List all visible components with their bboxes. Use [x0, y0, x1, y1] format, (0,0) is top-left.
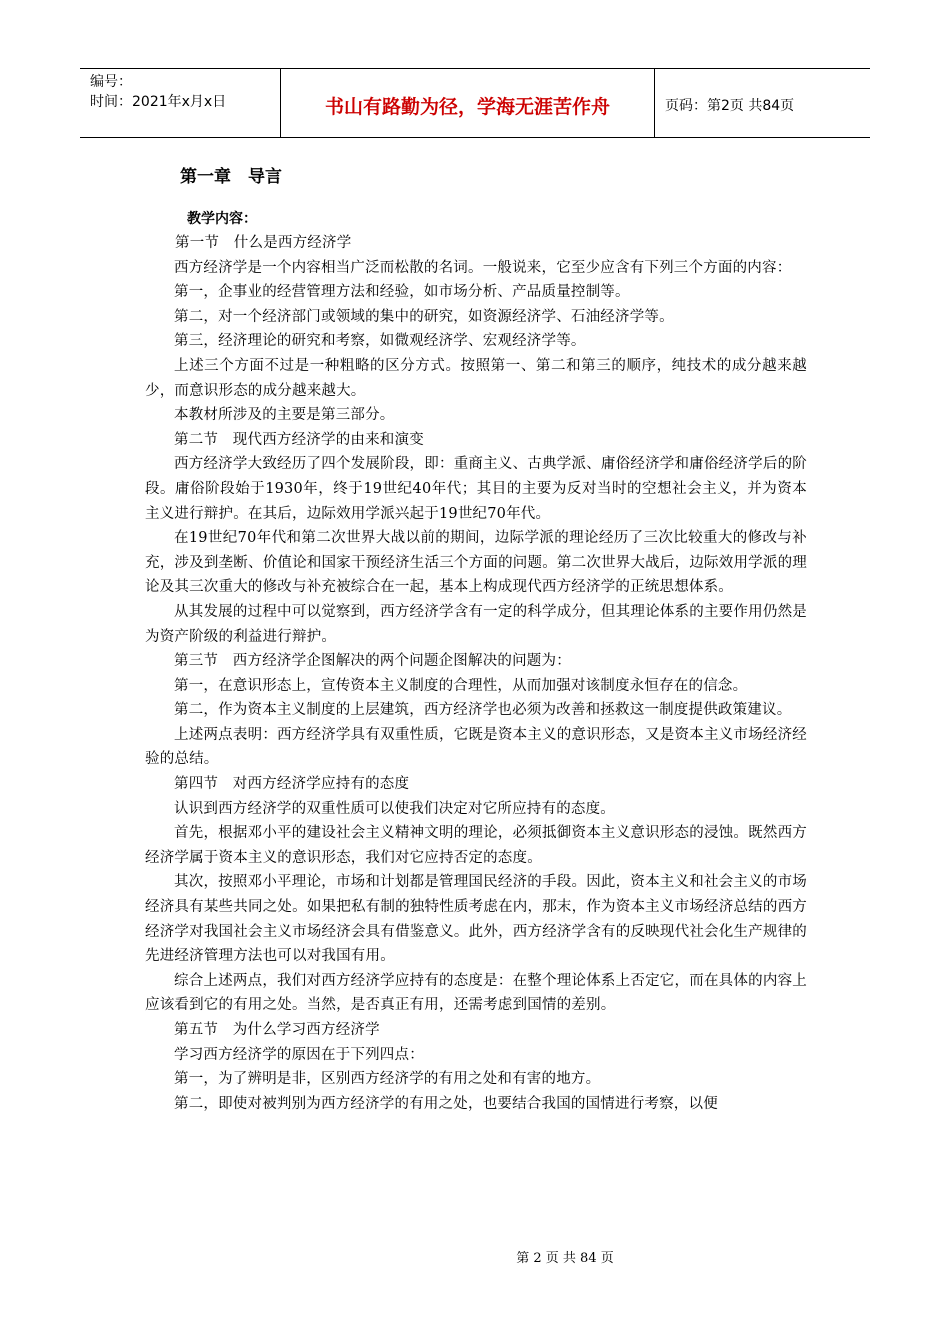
paragraph: 学习西方经济学的原因在于下列四点：: [174, 1046, 424, 1063]
page-header: [80, 68, 870, 138]
chapter-title: 第一章 导言: [180, 167, 282, 187]
paragraph: 上述三个方面不过是一种粗略的区分方式。按照第一、第二和第三的顺序，纯技术的成分越来越少，而意识形态的成分越来越大。: [145, 357, 807, 399]
section-heading: 第一节 什么是西方经济学: [175, 235, 352, 251]
paragraph: 第一，企事业的经营管理方法和经验，如市场分析、产品质量控制等。: [174, 284, 630, 301]
document-body: [145, 150, 807, 1116]
paragraph: 综合上述两点，我们对西方经济学应持有的态度是：在整个理论体系上否定它，而在具体的内容上应该看到它的有用之处。当然，是否真正有用，还需考虑到国情的差别。: [145, 972, 807, 1014]
teaching-content-label: 教学内容：: [187, 211, 257, 227]
paragraph: 第一，在意识形态上，宣传资本主义制度的合理性，从而加强对该制度永恒存在的信念。: [174, 677, 748, 694]
paragraph: 认识到西方经济学的双重性质可以使我们决定对它所应持有的态度。: [174, 800, 615, 817]
page-footer: [0, 1247, 950, 1266]
paragraph: 从其发展的过程中可以觉察到，西方经济学含有一定的科学成分，但其理论体系的主要作用仍然是为资产阶级的利益进行辩护。: [145, 603, 807, 645]
footer-page-number: 第 2 页 共 84 页: [516, 1251, 614, 1266]
paragraph: 第二，作为资本主义制度的上层建筑，西方经济学也必须为改善和拯救这一制度提供政策建议。: [174, 702, 792, 719]
paragraph: 第三节 西方经济学企图解决的两个问题企图解决的问题为：: [174, 653, 571, 670]
paragraph: 第一，为了辨明是非，区别西方经济学的有用之处和有害的地方。: [174, 1071, 601, 1088]
paragraph: 在19世纪70年代和第二次世界大战以前的期间，边际学派的理论经历了三次比较重大的修改与补充，涉及到垄断、价值论和国家干预经济生活三个方面的问题。第二次世界大战后，边际效用学派的理论及其三次重大的修改与补充被综合在一起，基本上构成现代西方经济学的正统思想体系。: [145, 530, 807, 596]
paragraph: 第二节 现代西方经济学的由来和演变: [174, 431, 424, 448]
paragraph: 其次，按照邓小平理论，市场和计划都是管理国民经济的手段。因此，资本主义和社会主义的市场经济具有某些共同之处。如果把私有制的独特性质考虑在内，那末，作为资本主义市场经济总结的西方经济学对我国社会主义市场经济会具有借鉴意义。此外，西方经济学含有的反映现代社会化生产规律的先进经济管理方法也可以对我国有用。: [145, 874, 807, 965]
paragraph-list: [145, 231, 807, 1116]
paragraph: 第三，经济理论的研究和考察，如微观经济学、宏观经济学等。: [174, 333, 586, 350]
paragraph: 首先，根据邓小平的建设社会主义精神文明的理论，必须抵御资本主义意识形态的浸蚀。既然西方经济学属于资本主义的意识形态，我们对它应持否定的态度。: [145, 825, 807, 866]
date-label: 时间：2021年x月x日: [90, 94, 227, 110]
header-motto: 书山有路勤为径，学海无涯苦作舟: [281, 69, 655, 137]
paragraph: 第五节 为什么学习西方经济学: [174, 1022, 380, 1038]
paragraph: 第四节 对西方经济学应持有的态度: [174, 776, 410, 793]
paragraph: 第二，对一个经济部门或领域的集中的研究，如资源经济学、石油经济学等。: [174, 308, 674, 325]
paragraph: 本教材所涉及的主要是第三部分。: [174, 407, 395, 424]
number-label: 编号：: [90, 74, 132, 90]
paragraph: 西方经济学大致经历了四个发展阶段，即：重商主义、古典学派、庸俗经济学和庸俗经济学后的阶段。庸俗阶段始于1930年，终于19世纪40年代；其目的主要为反对当时的空想社会主义，并为资本主义进行辩护。在其后，边际效用学派兴起于19世纪70年代。: [145, 456, 807, 522]
paragraph: 西方经济学是一个内容相当广泛而松散的名词。一般说来，它至少应含有下列三个方面的内容：: [174, 259, 792, 276]
paragraph: 第二，即使对被判别为西方经济学的有用之处，也要结合我国的国情进行考察，以便: [174, 1095, 718, 1112]
paragraph: 上述两点表明：西方经济学具有双重性质，它既是资本主义的意识形态，又是资本主义市场经济经验的总结。: [145, 726, 807, 768]
header-page-info: 页码：第2页 共84页: [665, 98, 795, 114]
header-meta: [80, 69, 281, 137]
